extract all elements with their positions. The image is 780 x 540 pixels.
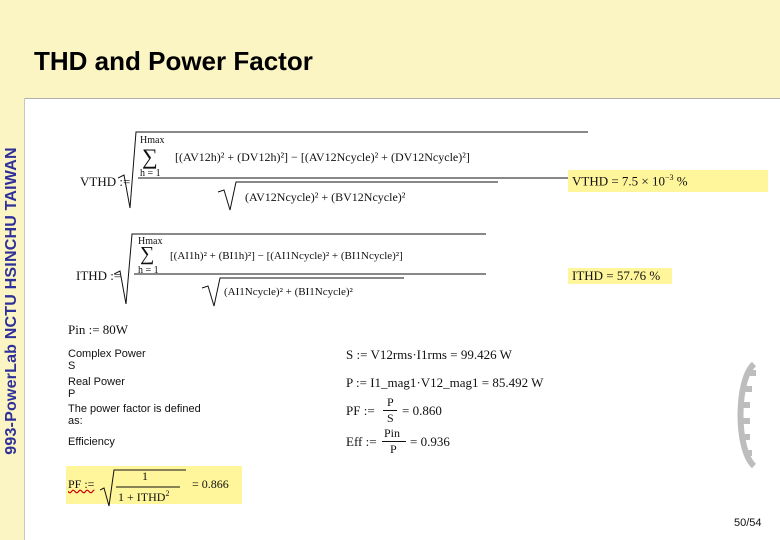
pf-box-result: = 0.866 (192, 477, 229, 491)
pf-denominator: S (387, 411, 394, 425)
slide-title: THD and Power Factor (34, 46, 313, 76)
p-label: P (68, 388, 76, 400)
pf-numerator: P (387, 395, 394, 409)
s-equation: S := V12rms·I1rms = 99.426 W (346, 347, 512, 362)
ithd-denominator: (AI1Ncycle)² + (BI1Ncycle)² (224, 286, 353, 298)
vthd-sum-sign: ∑ (142, 144, 158, 169)
side-label: 993-PowerLab NCTU HSINCHU TAIWAN (3, 146, 20, 455)
vthd-result-text: VTHD = 7.5 × 10 (572, 173, 666, 189)
vthd-denominator: (AV12Ncycle)² + (BV12Ncycle)² (245, 190, 406, 204)
ithd-sum-bottom: h = 1 (138, 265, 159, 276)
ithd-sum-top: Hmax (138, 236, 163, 247)
gear-logo-icon (724, 360, 760, 470)
eff-result: = 0.936 (410, 434, 450, 449)
ithd-numerator: [(AI1h)² + (BI1h)²] − [(AI1Ncycle)² + (BI1Ncycle)²] (170, 250, 403, 262)
ithd-result: ITHD = 57.76 % (572, 268, 661, 283)
vthd-numerator: [(AV12h)² + (DV12h)²] − [(AV12Ncycle)² + (DV12Ncycle)²] (175, 150, 470, 164)
pf-box-lhs: PF := (68, 477, 95, 491)
vthd-exponent: −3 (665, 173, 674, 182)
efficiency-label: Efficiency (68, 436, 115, 448)
pf-definition-label: The power factor is defined (68, 403, 201, 415)
ithd-lhs: ITHD := (76, 268, 122, 283)
p-equation: P := I1_mag1·V12_mag1 = 85.492 W (346, 375, 544, 390)
vthd-sum-top: Hmax (140, 135, 165, 146)
eff-numerator: Pin (384, 426, 401, 440)
s-label: S (68, 360, 76, 372)
vthd-sum-bottom: h = 1 (140, 168, 161, 179)
eff-denominator: P (390, 442, 397, 456)
pf-box-denominator-text: 1 + ITHD (118, 490, 166, 504)
pf-box-denominator (118, 489, 169, 505)
ithd-sum-sign: ∑ (140, 243, 155, 265)
pf-lhs: PF := (346, 403, 375, 418)
sidebar-divider (24, 98, 25, 540)
side-label-container (0, 98, 24, 503)
pin-definition: Pin := 80W (68, 322, 129, 337)
as-label: as: (68, 415, 83, 427)
real-power-label: Real Power (68, 376, 125, 388)
vthd-result (572, 173, 688, 189)
pf-box-numerator: 1 (142, 469, 148, 483)
vthd-unit: % (676, 173, 688, 189)
complex-power-label: Complex Power (68, 348, 146, 360)
vthd-lhs: VTHD := (80, 174, 131, 189)
pf-box-denominator-sup: 2 (165, 489, 170, 498)
page-number: 50/54 (734, 517, 762, 529)
eff-lhs: Eff := (346, 434, 377, 449)
header-divider (24, 98, 780, 99)
pf-result: = 0.860 (402, 403, 442, 418)
